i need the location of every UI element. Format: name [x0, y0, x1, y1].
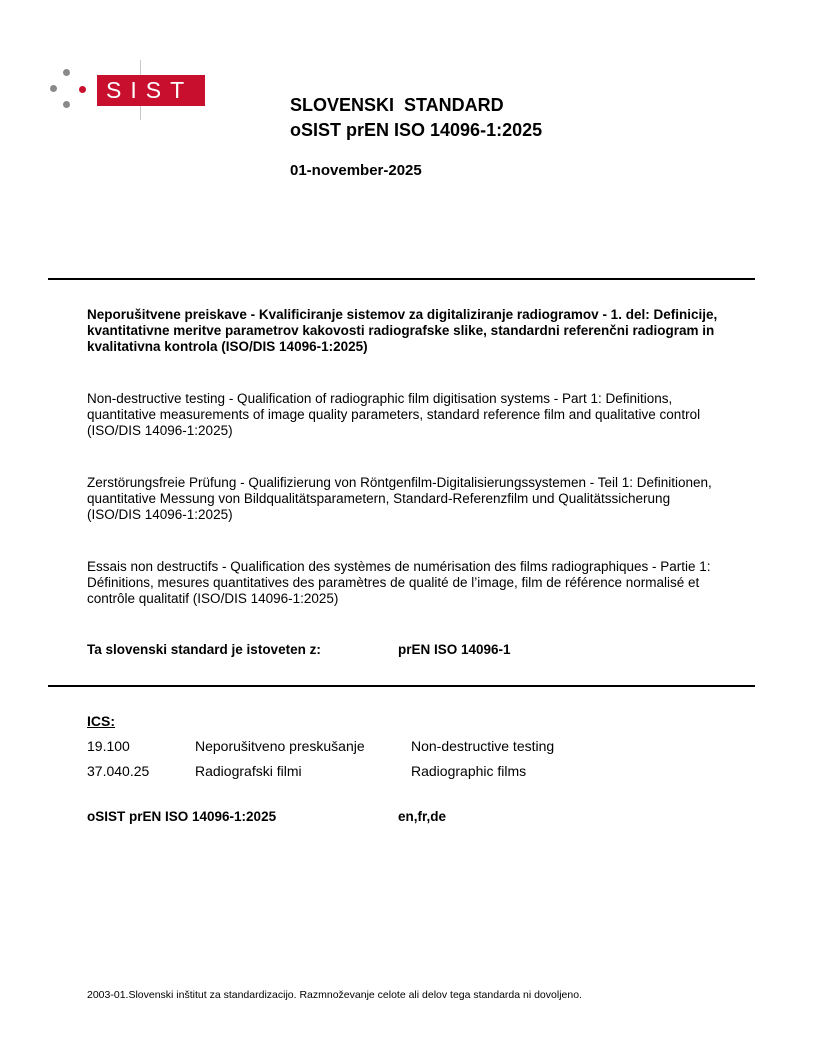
standard-type: SLOVENSKI STANDARD — [290, 95, 504, 115]
divider-bottom — [48, 685, 755, 687]
publication-date: 01-november-2025 — [290, 162, 422, 179]
ics-code: 19.100 — [87, 738, 130, 754]
identical-value: prEN ISO 14096-1 — [398, 642, 511, 657]
logo-dot-icon — [63, 101, 70, 108]
title-english: Non-destructive testing - Qualification of radiographic film digitisation systems - Part 1: Definitions, quantitative measurements of image quality parameters, standard reference film and qualitative control (ISO/DIS 14096-1:2025) — [87, 391, 701, 438]
logo-dot-icon — [63, 69, 70, 76]
identical-label: Ta slovenski standard je istoveten z: — [87, 642, 321, 657]
standard-designation: oSIST prEN ISO 14096-1:2025 — [290, 120, 543, 140]
ics-english: Radiographic films — [411, 763, 527, 779]
logo-text: SIST — [97, 75, 205, 106]
divider-top — [48, 278, 755, 280]
logo-dot-icon — [79, 86, 86, 93]
title-french: Essais non destructifs - Qualification des systèmes de numérisation des films radiographiques - Partie 1: Définitions, mesures quantitatives des paramètres de qualité de l’image, film de référence normalisé et contrôle qualitatif (ISO/DIS 14096-1:2025) — [87, 559, 711, 606]
ics-slovenian: Neporušitveno preskušanje — [195, 738, 365, 754]
ics-english: Non-destructive testing — [411, 738, 555, 754]
ics-heading: ICS: — [87, 713, 115, 729]
ics-slovenian: Radiografski filmi — [195, 763, 302, 779]
title-german: Zerstörungsfreie Prüfung - Qualifizierung von Röntgenfilm-Digitalisierungssystemen - Teil 1: Definitionen, quantitative Messung von Bildqualitätsparametern, Standard-Referenzfilm und Qualitätssicherung (ISO/DIS 14096-1:2025) — [87, 475, 712, 522]
logo-dot-icon — [50, 85, 57, 92]
summary-languages: en,fr,de — [398, 809, 447, 824]
title-slovenian: Neporušitvene preiskave - Kvalificiranje sistemov za digitaliziranje radiogramov - 1. del: Definicije, kvantitativne meritve parametrov kakovosti radiografske slike, standardni referenčni radiogram in kvalitativna kontrola (ISO/DIS 14096-1:2025) — [87, 307, 718, 354]
summary-designation: oSIST prEN ISO 14096-1:2025 — [87, 809, 277, 824]
ics-code: 37.040.25 — [87, 763, 150, 779]
copyright-footer: 2003-01.Slovenski inštitut za standardizacijo. Razmnoževanje celote ali delov tega standarda ni dovoljeno. — [87, 989, 582, 1001]
